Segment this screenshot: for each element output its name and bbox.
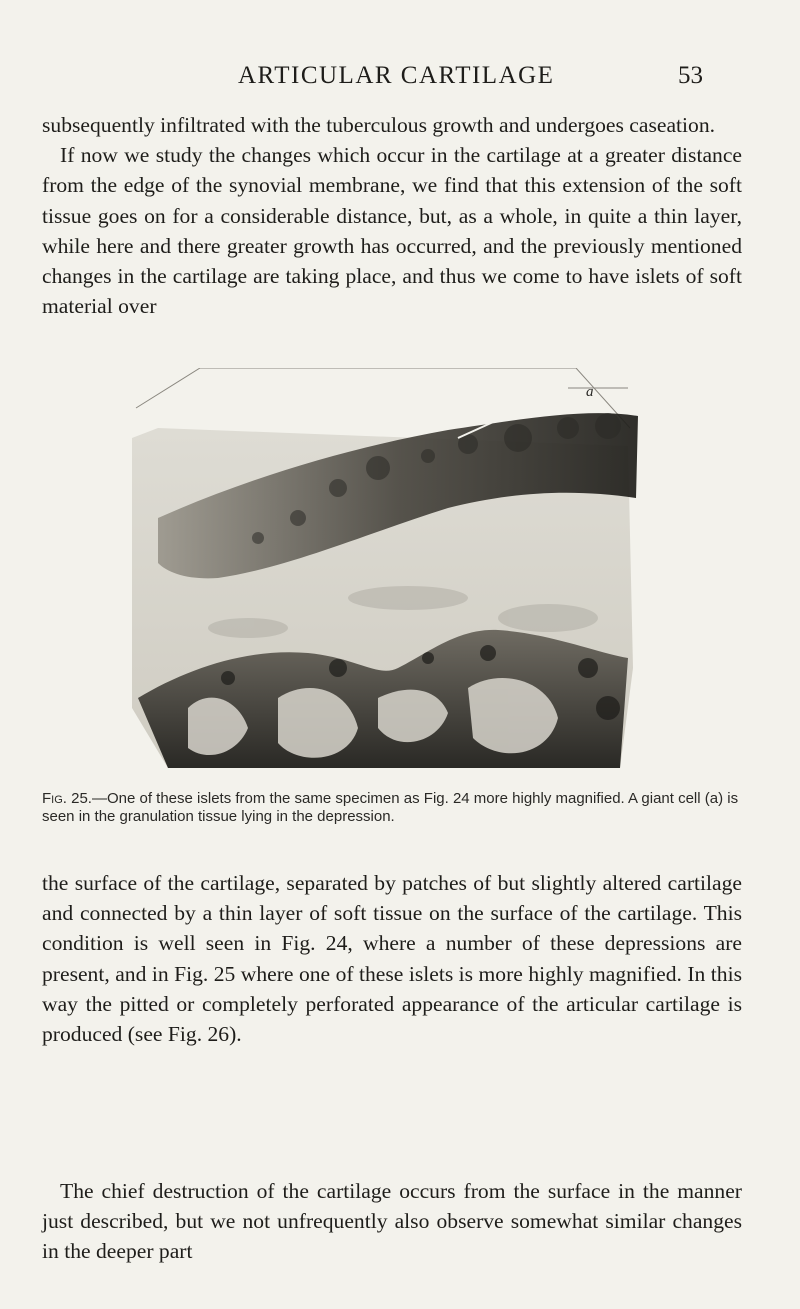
figure-marker-a: a [586,384,594,400]
figure-caption [42,790,748,826]
figure-25-micrograph [128,368,648,773]
paragraph-2: If now we study the changes which occur in the cartilage at a greater distance from the edge of the synovial membrane, we find that this extension of the soft tissue goes on for a considerable distance, but, as a whole, in quite a thin layer, while here and there greater growth has occurred, and the previously mentioned changes in the cartilage are taking place, and thus we come to have islets of soft material over [42,143,742,319]
micrograph-image [128,368,648,773]
paragraph-1-and-2 [42,110,742,321]
page-header [0,62,800,98]
paragraph-1: subsequently infiltrated with the tuberculous growth and undergoes caseation. [42,113,716,137]
page-number: 53 [678,62,703,89]
running-head: ARTICULAR CARTILAGE [238,62,555,89]
paragraph-4: The chief destruction of the cartilage occurs from the surface in the manner just described, but we not unfrequently also observe somewhat similar changes in the deeper part [42,1179,742,1264]
paragraph-3: the surface of the cartilage, separated by patches of but slightly altered cartilage and connected by a thin layer of soft tissue on the surface of the cartilage. This condition is well seen in Fig. 24, where a number of these depressions are present, and in Fig. 25 where one of these islets is more highly magnified. In this way the pitted or completely perforated appearance of the articular cartilage is produced (see Fig. 26). [42,871,742,1047]
caption-text: —One of these islets from the same specimen as Fig. 24 more highly magnified. A giant cell (a) is seen in the granulation tissue lying in the depression. [42,790,739,825]
caption-label: Fig. 25. [42,790,92,807]
